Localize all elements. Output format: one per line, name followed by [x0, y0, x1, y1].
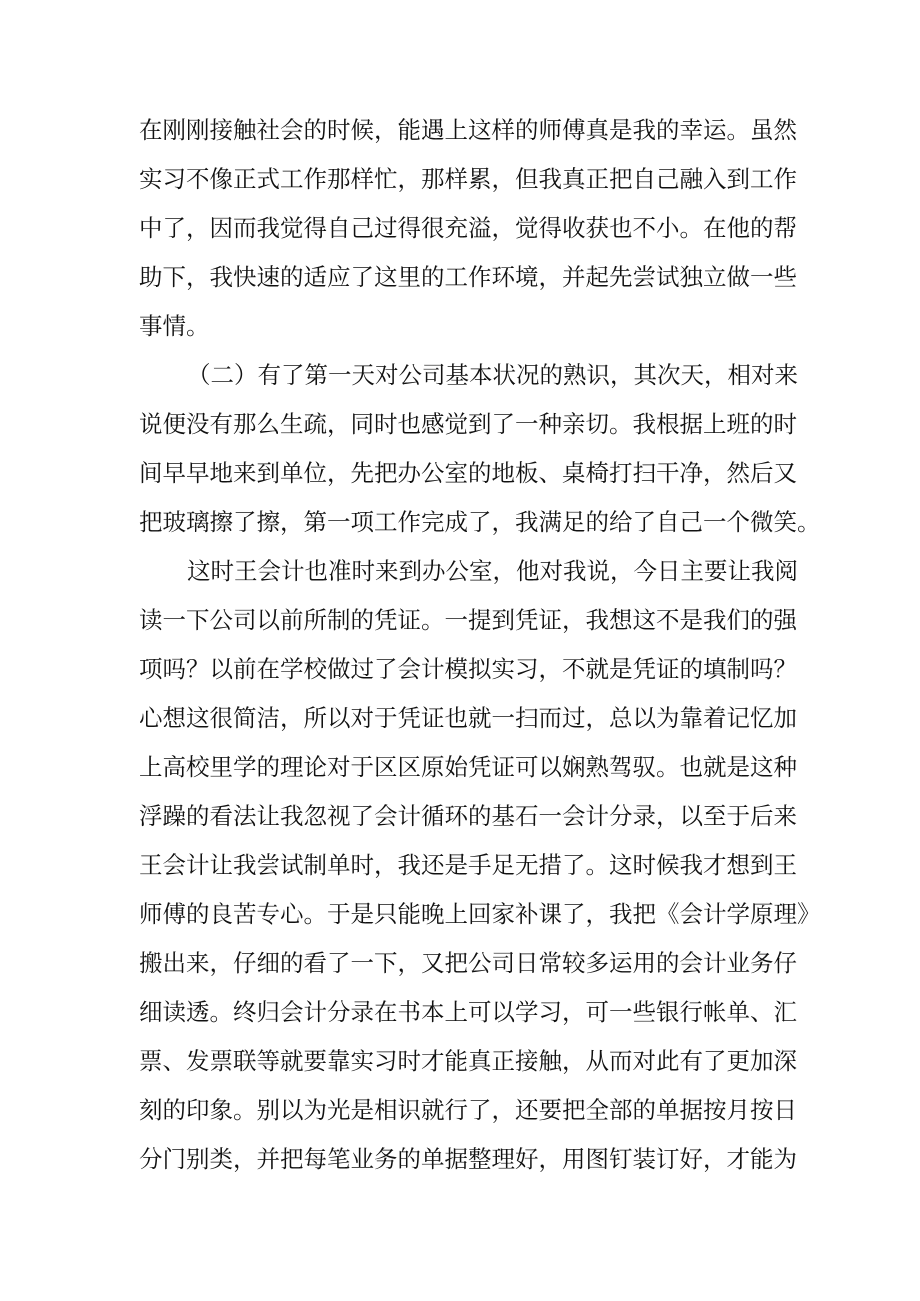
- paragraph-3-line-4: 心想这很简洁，所以对于凭证也就一扫而过，总以为靠着记忆加: [139, 704, 797, 732]
- paragraph-1-line-2: 实习不像正式工作那样忙，那样累，但我真正把自己融入到工作: [139, 165, 797, 193]
- paragraph-3-line-1: 这时王会计也准时来到办公室，他对我说，今日主要让我阅: [187, 557, 798, 585]
- paragraph-1-line-1: 在刚刚接触社会的时候，能遇上这样的师傅真是我的幸运。虽然: [139, 116, 797, 144]
- paragraph-2-line-1: （二）有了第一天对公司基本状况的熟识，其次天，相对来: [187, 361, 798, 389]
- paragraph-3-line-7: 王会计让我尝试制单时，我还是手足无措了。这时候我才想到王: [139, 851, 797, 879]
- paragraph-2-line-2: 说便没有那么生疏，同时也感觉到了一种亲切。我根据上班的时: [139, 410, 797, 438]
- paragraph-3-line-6: 浮躁的看法让我忽视了会计循环的基石一会计分录，以至于后来: [139, 802, 797, 830]
- paragraph-3-line-8: 师傅的良苦专心。于是只能晚上回家补课了，我把《会计学原理》: [139, 900, 821, 928]
- paragraph-3-line-5: 上高校里学的理论对于区区原始凭证可以娴熟驾驭。也就是这种: [139, 753, 797, 781]
- paragraph-1-line-5: 事情。: [139, 312, 210, 340]
- paragraph-1-line-3: 中了，因而我觉得自己过得很充溢，觉得收获也不小。在他的帮: [139, 214, 797, 242]
- paragraph-3-line-2: 读一下公司以前所制的凭证。一提到凭证，我想这不是我们的强: [139, 606, 797, 634]
- paragraph-3-line-10: 细读透。终归会计分录在书本上可以学习，可一些银行帐单、汇: [139, 998, 797, 1026]
- paragraph-3-line-12: 刻的印象。别以为光是相识就行了，还要把全部的单据按月按日: [139, 1096, 797, 1124]
- paragraph-3-line-9: 搬出来，仔细的看了一下，又把公司日常较多运用的会计业务仔: [139, 949, 797, 977]
- paragraph-1-line-4: 助下，我快速的适应了这里的工作环境，并起先尝试独立做一些: [139, 263, 797, 291]
- paragraph-3-line-13: 分门别类，并把每笔业务的单据整理好，用图钉装订好，才能为: [139, 1145, 797, 1173]
- paragraph-3-line-3: 项吗？以前在学校做过了会计模拟实习，不就是凭证的填制吗？: [139, 655, 797, 683]
- paragraph-3-line-11: 票、发票联等就要靠实习时才能真正接触，从而对此有了更加深: [139, 1047, 797, 1075]
- paragraph-2-line-4: 把玻璃擦了擦，第一项工作完成了，我满足的给了自己一个微笑。: [139, 508, 821, 536]
- paragraph-2-line-3: 间早早地来到单位，先把办公室的地板、桌椅打扫干净，然后又: [139, 459, 797, 487]
